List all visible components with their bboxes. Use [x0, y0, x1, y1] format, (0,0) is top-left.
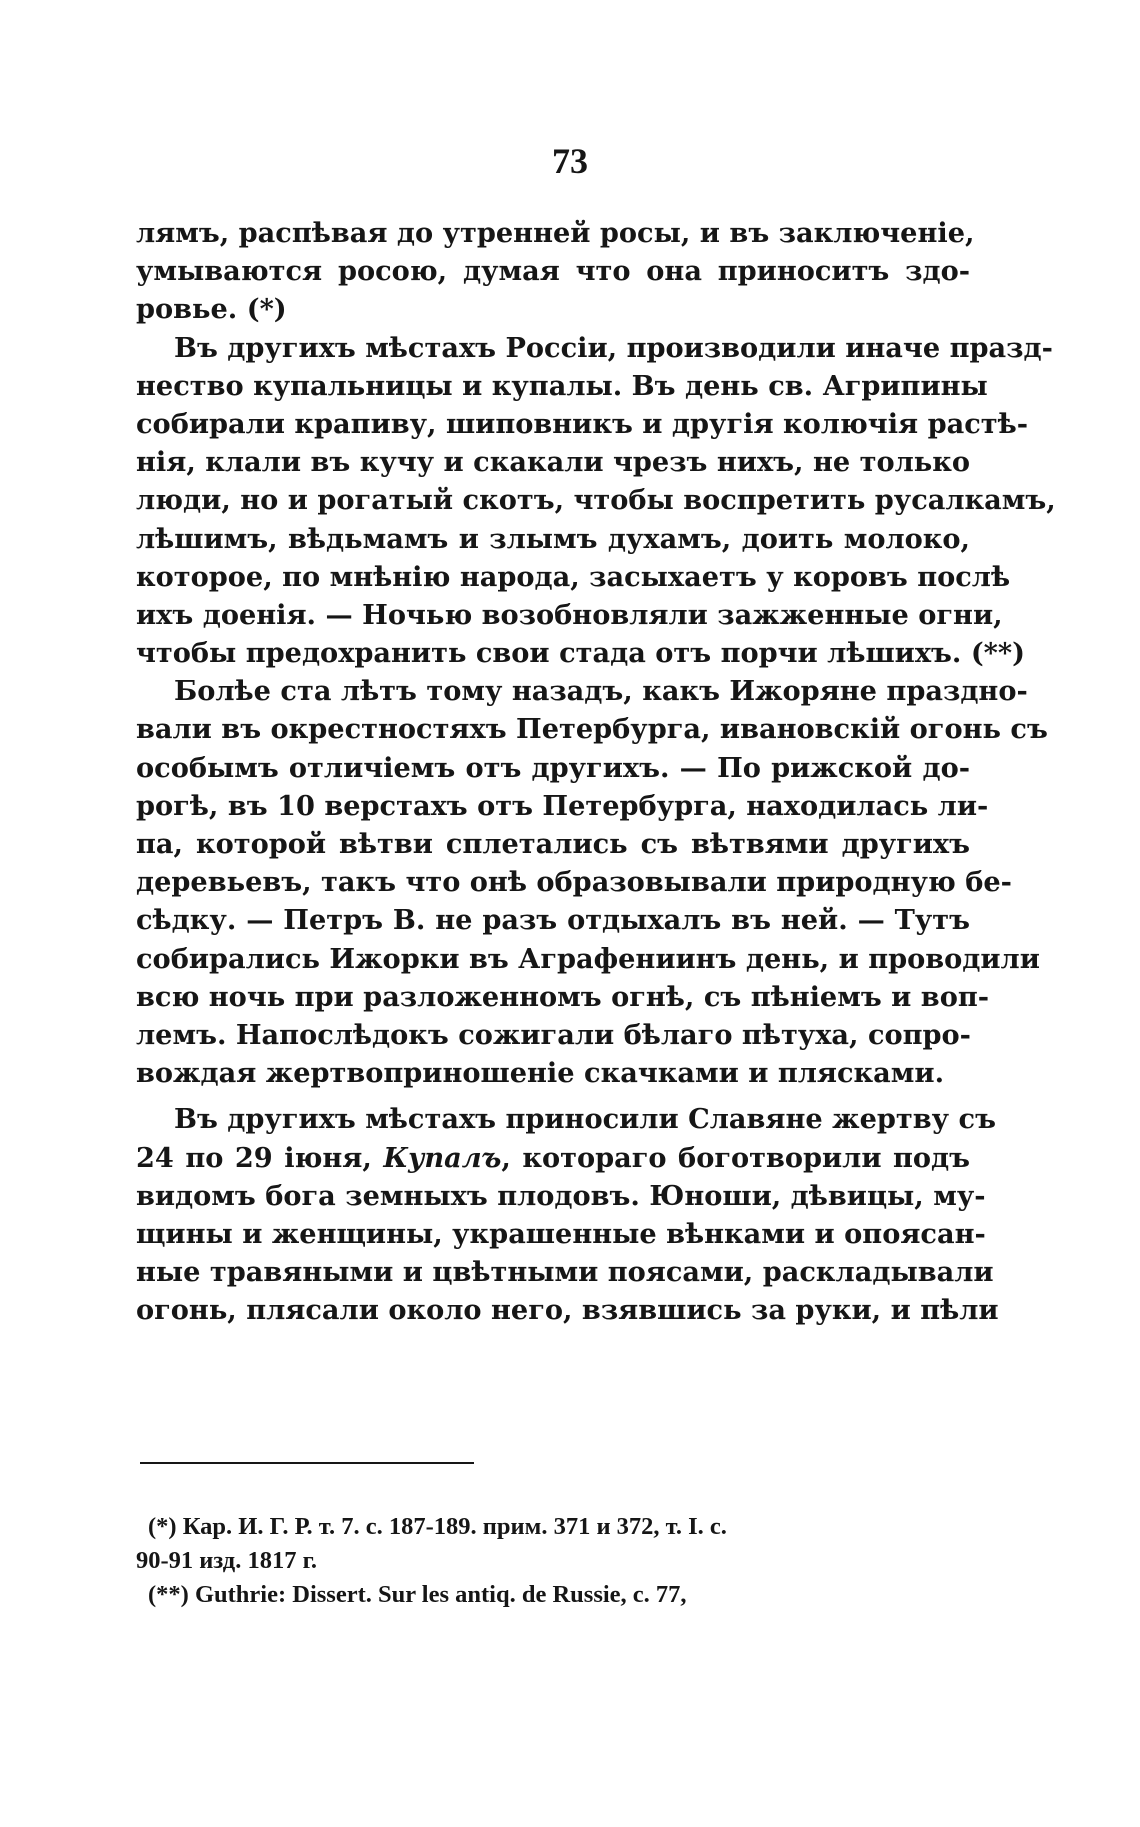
- text-line: собирались Ижорки въ Аграфениинъ день, и проводили: [136, 942, 1040, 975]
- text-line: лемъ. Напослѣдокъ сожигали бѣлаго пѣтуха, сопро-: [136, 1018, 971, 1051]
- text-segment: , котораго боготворили подъ: [501, 1141, 971, 1174]
- text-line: деревьевъ, такъ что онѣ образовывали природную бе-: [136, 866, 1012, 899]
- text-line: вали въ окрестностяхъ Петербурга, ивановскій огонь съ: [136, 713, 1048, 746]
- text-line: рогѣ, въ 10 верстахъ отъ Петербурга, находилась ли-: [136, 789, 989, 822]
- text-line: сѣдку. — Петръ В. не разъ отдыхалъ въ ней. — Тутъ: [136, 904, 970, 937]
- footnote-1-continued: 90-91 изд. 1817 г.: [136, 1547, 318, 1574]
- text-line: огонь, плясали около него, взявшись за руки, и пѣли: [136, 1294, 999, 1327]
- text-line: Въ другихъ мѣстахъ Россіи, производили иначе празд-: [174, 331, 1053, 364]
- text-line: собирали крапиву, шиповникъ и другія колючія растѣ-: [136, 407, 1029, 440]
- text-line: щины и женщины, украшенные вѣнками и опоясан-: [136, 1217, 986, 1250]
- text-line: умываются росою, думая что она приноситъ здо-: [136, 255, 970, 288]
- text-line: нія, клали въ кучу и скакали чрезъ нихъ, не только: [136, 446, 970, 479]
- page-number: 73: [552, 141, 588, 181]
- text-line: ровье. (*): [136, 293, 287, 326]
- body-text: [136, 214, 1056, 1329]
- footnote-2: (**) Guthrie: Dissert. Sur les antiq. de Russie, c. 77,: [148, 1581, 687, 1608]
- text-line: вождая жертвоприношеніе скачками и плясками.: [136, 1057, 945, 1090]
- text-line: видомъ бога земныхъ плодовъ. Юноши, дѣвицы, му-: [136, 1179, 986, 1212]
- italic-name: Купалъ: [383, 1141, 502, 1174]
- text-line: Болѣе ста лѣтъ тому назадъ, какъ Ижоряне праздно-: [174, 675, 1028, 708]
- text-line: па, которой вѣтви сплетались съ вѣтвями другихъ: [136, 828, 970, 860]
- text-line: ихъ доенія. — Ночью возобновляли зажженные огни,: [136, 598, 1003, 631]
- text-line: ные травяными и цвѣтными поясами, раскладывали: [136, 1256, 994, 1289]
- text-line: лѣшимъ, вѣдьмамъ и злымъ духамъ, доить молоко,: [136, 522, 970, 555]
- text-line: люди, но и рогатый скотъ, чтобы воспретить русалкамъ,: [136, 484, 1056, 517]
- footnotes: [136, 1510, 970, 1612]
- text-line: лямъ, распѣвая до утренней росы, и въ заключеніе,: [136, 217, 975, 249]
- footnote-separator: [140, 1462, 474, 1464]
- text-line: которое, по мнѣнію народа, засыхаетъ у коровъ послѣ: [136, 560, 1011, 593]
- text-line: нество купальницы и купалы. Въ день св. Агрипины: [136, 369, 988, 402]
- text-line: особымъ отличіемъ отъ другихъ. — По рижской до-: [136, 751, 970, 784]
- text-line: всю ночь при разложенномъ огнѣ, съ пѣніемъ и воп-: [136, 980, 990, 1013]
- text-segment: 24 по 29 іюня,: [136, 1141, 384, 1174]
- text-line-with-italic: [136, 1139, 970, 1177]
- text-line: чтобы предохранить свои стада отъ порчи лѣшихъ. (**): [136, 637, 1025, 670]
- footnote-1: (*) Кар. И. Г. Р. т. 7. с. 187-189. прим. 371 и 372, т. I. с.: [148, 1513, 727, 1540]
- text-line: Въ другихъ мѣстахъ приносили Славяне жертву съ: [174, 1103, 996, 1136]
